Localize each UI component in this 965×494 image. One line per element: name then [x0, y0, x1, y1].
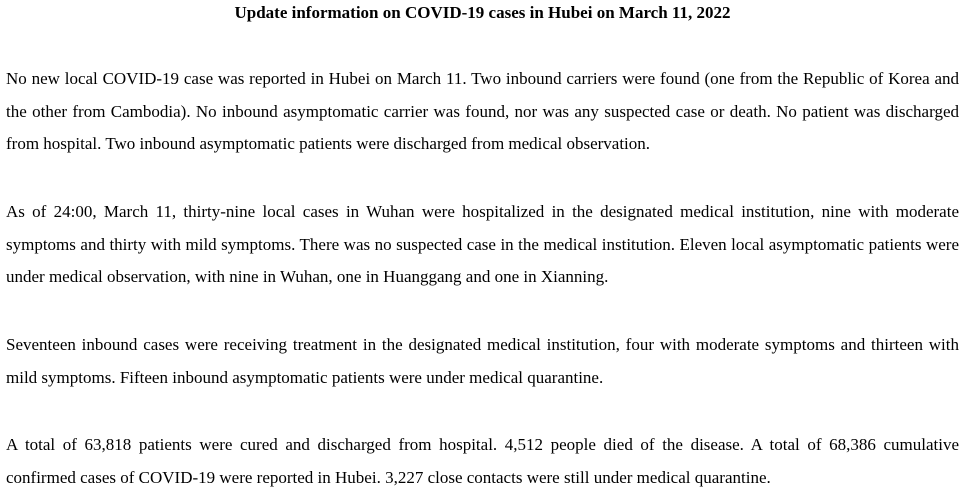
paragraph-cumulative-totals: A total of 63,818 patients were cured and discharged from hospital. 4,512 people died of the disease. A total of 68,386 cumulative confirmed cases of COVID-19 were reported in Hubei. 3,227 close contacts were still under medical quarantine. [6, 435, 959, 487]
paragraph-hospitalized-local: As of 24:00, March 11, thirty-nine local cases in Wuhan were hospitalized in the designated medical institution, nine with moderate symptoms and thirty with mild symptoms. There was no suspected case in the medical institution. Eleven local asymptomatic patients were under medical observation, with nine in Wuhan, one in Huanggang and one in Xianning. [6, 202, 959, 286]
document-title: Update information on COVID-19 cases in Hubei on March 11, 2022 [234, 3, 731, 22]
paragraph-new-cases: No new local COVID-19 case was reported in Hubei on March 11. Two inbound carriers were found (one from the Republic of Korea and the other from Cambodia). No inbound asymptomatic carrier was found, nor was any suspected case or death. No patient was discharged from hospital. Two inbound asymptomatic patients were discharged from medical observation. [6, 69, 959, 153]
paragraph-inbound-treatment: Seventeen inbound cases were receiving treatment in the designated medical institution, four with moderate symptoms and thirteen with mild symptoms. Fifteen inbound asymptomatic patients were under medical quarantine. [6, 335, 959, 387]
